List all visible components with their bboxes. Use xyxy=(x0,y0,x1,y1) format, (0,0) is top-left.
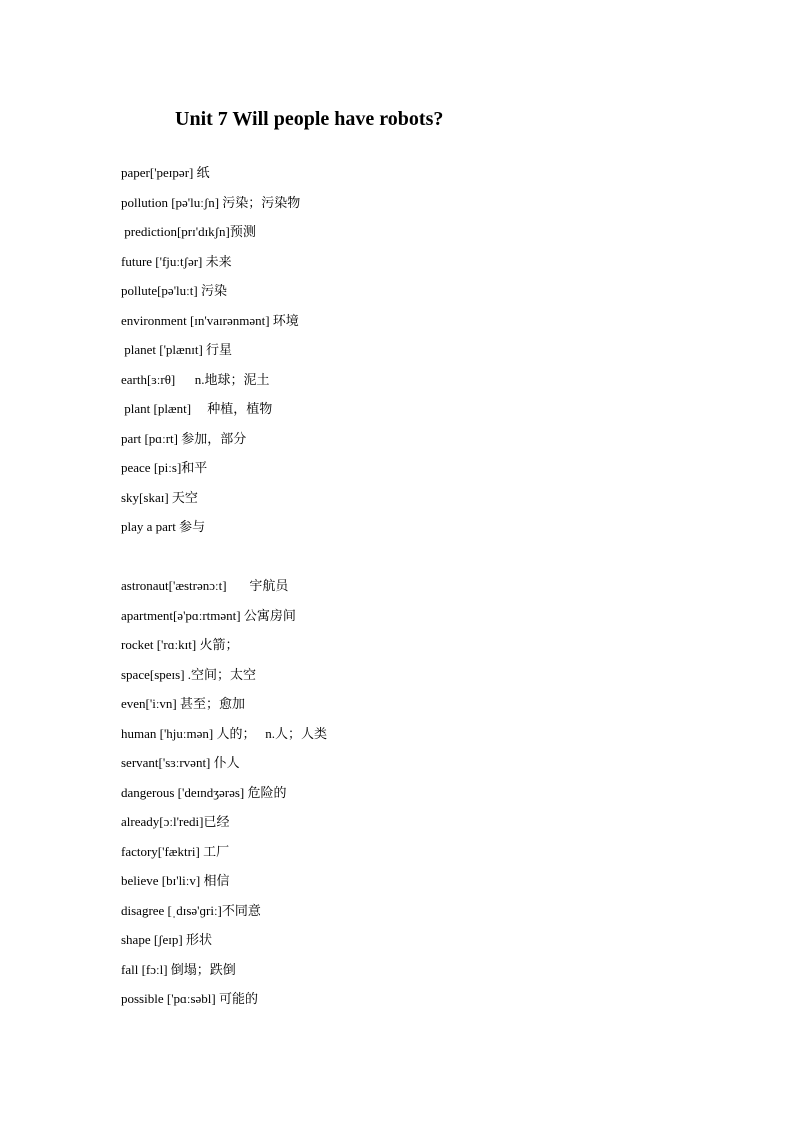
vocabulary-list xyxy=(121,158,721,1014)
vocab-entry: environment [ɪn'vaɪrənmənt] 环境 xyxy=(121,312,299,328)
vocab-entry: believe [bɪ'liːv] 相信 xyxy=(121,873,230,888)
vocab-entry: possible ['pɑːsəbl] 可能的 xyxy=(121,991,258,1006)
vocab-entry: astronaut['æstrənɔːt] 宇航员 xyxy=(121,578,289,593)
vocab-entry: play a part 参与 xyxy=(121,519,206,534)
vocab-entry: factory['fæktri] 工厂 xyxy=(121,843,230,859)
vocab-entry: pollute[pə'luːt] 污染 xyxy=(121,283,227,298)
vocab-entry: earth[ɜːrθ] n.地球；泥土 xyxy=(121,371,270,387)
vocab-entry: plant [plænt] 种植，植物 xyxy=(121,401,273,416)
vocab-entry: sky[skaɪ] 天空 xyxy=(121,489,198,505)
blank-line xyxy=(121,542,721,572)
vocab-entry: pollution [pə'luːʃn] 污染；污染物 xyxy=(121,194,301,210)
document-title: Unit 7 Will people have robots? xyxy=(175,108,444,130)
vocab-entry: future ['fjuːtʃər] 未来 xyxy=(121,253,232,269)
vocab-entry: planet ['plænɪt] 行星 xyxy=(121,342,233,357)
vocab-entry: paper['peɪpər] 纸 xyxy=(121,165,210,180)
vocab-entry: peace [piːs]和平 xyxy=(121,460,208,475)
vocab-entry: fall [fɔːl] 倒塌；跌倒 xyxy=(121,961,236,977)
vocab-entry: shape [ʃeɪp] 形状 xyxy=(121,932,212,947)
vocab-entry: rocket ['rɑːkɪt] 火箭； xyxy=(121,637,239,652)
vocab-entry: servant['sɜːrvənt] 仆人 xyxy=(121,755,240,770)
vocab-entry: prediction[prɪ'dɪkʃn]预测 xyxy=(121,224,256,239)
vocab-entry: apartment[ə'pɑːrtmənt] 公寓房间 xyxy=(121,607,296,623)
vocab-entry: human ['hjuːmən] 人的； n.人；人类 xyxy=(121,725,327,741)
vocab-entry: dangerous ['deɪndʒərəs] 危险的 xyxy=(121,784,287,800)
vocab-entry: part [pɑːrt] 参加，部分 xyxy=(121,430,247,446)
vocab-entry: disagree [ˌdɪsə'ɡriː]不同意 xyxy=(121,902,261,918)
vocab-entry: space[speɪs] .空间；太空 xyxy=(121,666,257,682)
vocab-entry: already[ɔːl'redi]已经 xyxy=(121,814,230,829)
vocab-entry: even['iːvn] 甚至；愈加 xyxy=(121,696,246,711)
